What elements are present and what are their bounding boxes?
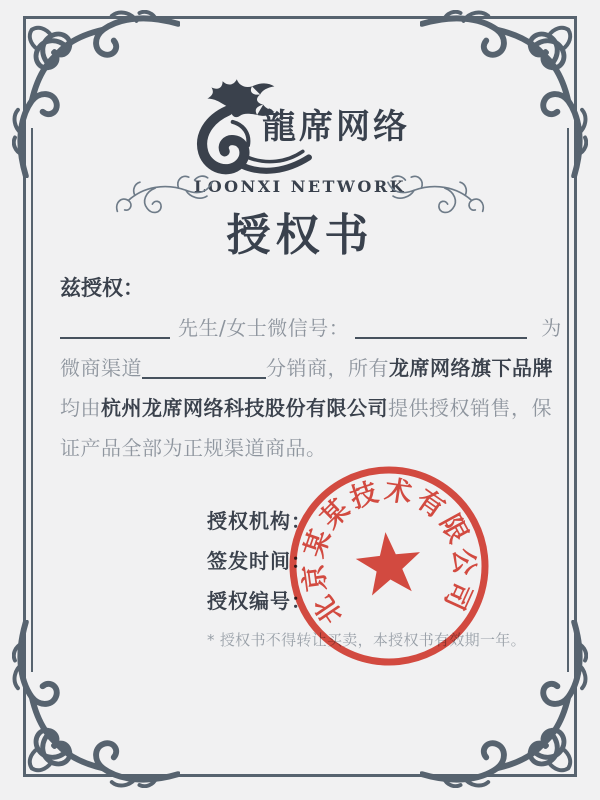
corner-ornament-icon xyxy=(420,10,588,178)
brand-name-cn: 龍席网络 xyxy=(262,107,410,147)
brand-name-en: LOONXI NETWORK xyxy=(193,177,407,196)
star-icon xyxy=(353,529,424,597)
field-label-date: 签发时间： xyxy=(207,549,312,573)
body-line-4: 证产品全部为正规渠道商品。 xyxy=(60,436,327,460)
line3-prefix: 均由 xyxy=(60,396,101,420)
body-line-3 xyxy=(60,392,560,422)
line3-suffix: 提供授权销售，保 xyxy=(388,396,552,420)
company-stamp xyxy=(274,451,505,682)
line1-label: 先生/女士微信号： xyxy=(178,316,350,340)
line3-company-bold: 杭州龙席网络科技股份有限公司 xyxy=(101,396,388,420)
stamp-company-text: 北京某某技术有限公司 xyxy=(297,474,480,630)
footnote: * 授权书不得转让买卖，本授权书有效期一年。 xyxy=(207,631,526,649)
blank-name-line xyxy=(60,313,170,339)
salutation: 兹授权： xyxy=(60,276,144,300)
field-label-org: 授权机构： xyxy=(207,509,312,533)
line2-brand-bold: 龙席网络旗下品牌 xyxy=(389,356,553,380)
field-label-number: 授权编号： xyxy=(207,589,312,613)
line2-prefix: 微商渠道 xyxy=(60,356,142,380)
line2-mid: 分销商，所有 xyxy=(266,356,389,380)
certificate-title: 授权书 xyxy=(226,210,374,261)
corner-ornament-icon xyxy=(12,10,180,178)
body-line-1 xyxy=(60,312,560,342)
body-line-2 xyxy=(60,352,560,382)
corner-ornament-icon xyxy=(12,620,180,788)
blank-channel-line xyxy=(142,353,266,379)
blank-wechat-line xyxy=(355,313,527,339)
line1-suffix: 为 xyxy=(541,316,562,340)
